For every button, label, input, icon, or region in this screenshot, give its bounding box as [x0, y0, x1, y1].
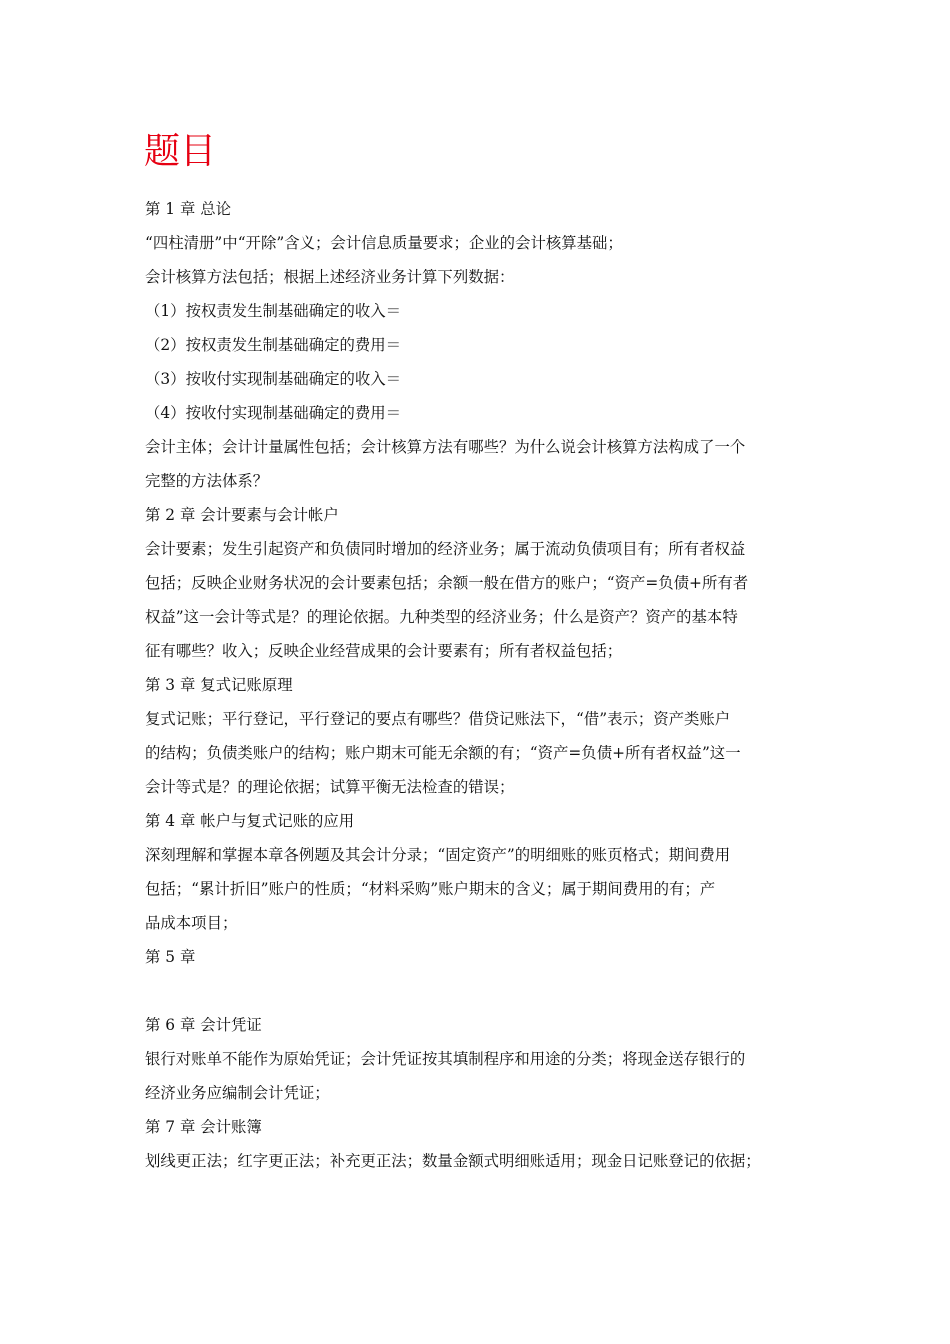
- chapter-1-line-1: “四柱清册”中“开除”含义；会计信息质量要求；企业的会计核算基础；: [145, 234, 623, 252]
- chapter-1-item-1: （1）按权责发生制基础确定的收入＝: [145, 302, 402, 320]
- chapter-3-line-1a: 复式记账；平行登记，平行登记的要点有哪些？借贷记账法下，“借”表示；资产类账户: [145, 710, 731, 728]
- chapter-2-line-1c: 权益”这一会计等式是？的理论依据。九种类型的经济业务；什么是资产？资产的基本特: [145, 608, 738, 626]
- chapter-1-item-4: （4）按收付实现制基础确定的费用＝: [145, 404, 402, 422]
- chapter-2-line-1a: 会计要素；发生引起资产和负债同时增加的经济业务；属于流动负债项目有；所有者权益: [145, 540, 746, 558]
- chapter-5-heading: 第 5 章: [145, 948, 196, 966]
- chapter-1-heading: 第 1 章 总论: [145, 200, 232, 218]
- chapter-1-item-2: （2）按权责发生制基础确定的费用＝: [145, 336, 402, 354]
- chapter-6-heading: 第 6 章 会计凭证: [145, 1016, 262, 1034]
- chapter-1-line-2: 会计核算方法包括；根据上述经济业务计算下列数据：: [145, 268, 515, 286]
- page-title: 题目: [144, 131, 217, 172]
- blank-line: [145, 974, 810, 1008]
- document-body: [145, 192, 810, 1178]
- chapter-1-line-7b: 完整的方法体系？: [145, 472, 269, 490]
- chapter-4-line-1b: 包括；“累计折旧”账户的性质；“材料采购”账户期末的含义；属于期间费用的有；产: [145, 880, 716, 898]
- chapter-4-heading: 第 4 章 帐户与复式记账的应用: [145, 812, 355, 830]
- chapter-7-line-1: 划线更正法；红字更正法；补充更正法；数量金额式明细账适用；现金日记账登记的依据；: [145, 1152, 761, 1170]
- chapter-4-line-1c: 品成本项目；: [145, 914, 238, 932]
- chapter-2-line-1b: 包括；反映企业财务状况的会计要素包括；余额一般在借方的账户；“资产=负债+所有者: [145, 574, 749, 592]
- chapter-3-line-1c: 会计等式是？的理论依据；试算平衡无法检查的错误；: [145, 778, 515, 796]
- chapter-2-line-1d: 征有哪些？收入；反映企业经营成果的会计要素有；所有者权益包括；: [145, 642, 623, 660]
- chapter-2-heading: 第 2 章 会计要素与会计帐户: [145, 506, 339, 524]
- chapter-3-heading: 第 3 章 复式记账原理: [145, 676, 293, 694]
- chapter-7-heading: 第 7 章 会计账簿: [145, 1118, 262, 1136]
- chapter-6-line-1a: 银行对账单不能作为原始凭证；会计凭证按其填制程序和用途的分类；将现金送存银行的: [145, 1050, 746, 1068]
- chapter-4-line-1a: 深刻理解和掌握本章各例题及其会计分录；“固定资产”的明细账的账页格式；期间费用: [145, 846, 731, 864]
- chapter-1-item-3: （3）按收付实现制基础确定的收入＝: [145, 370, 402, 388]
- chapter-1-line-7a: 会计主体；会计计量属性包括；会计核算方法有哪些？为什么说会计核算方法构成了一个: [145, 438, 746, 456]
- chapter-6-line-1b: 经济业务应编制会计凭证；: [145, 1084, 330, 1102]
- chapter-3-line-1b: 的结构；负债类账户的结构；账户期末可能无余额的有；“资产=负债+所有者权益”这一: [145, 744, 741, 762]
